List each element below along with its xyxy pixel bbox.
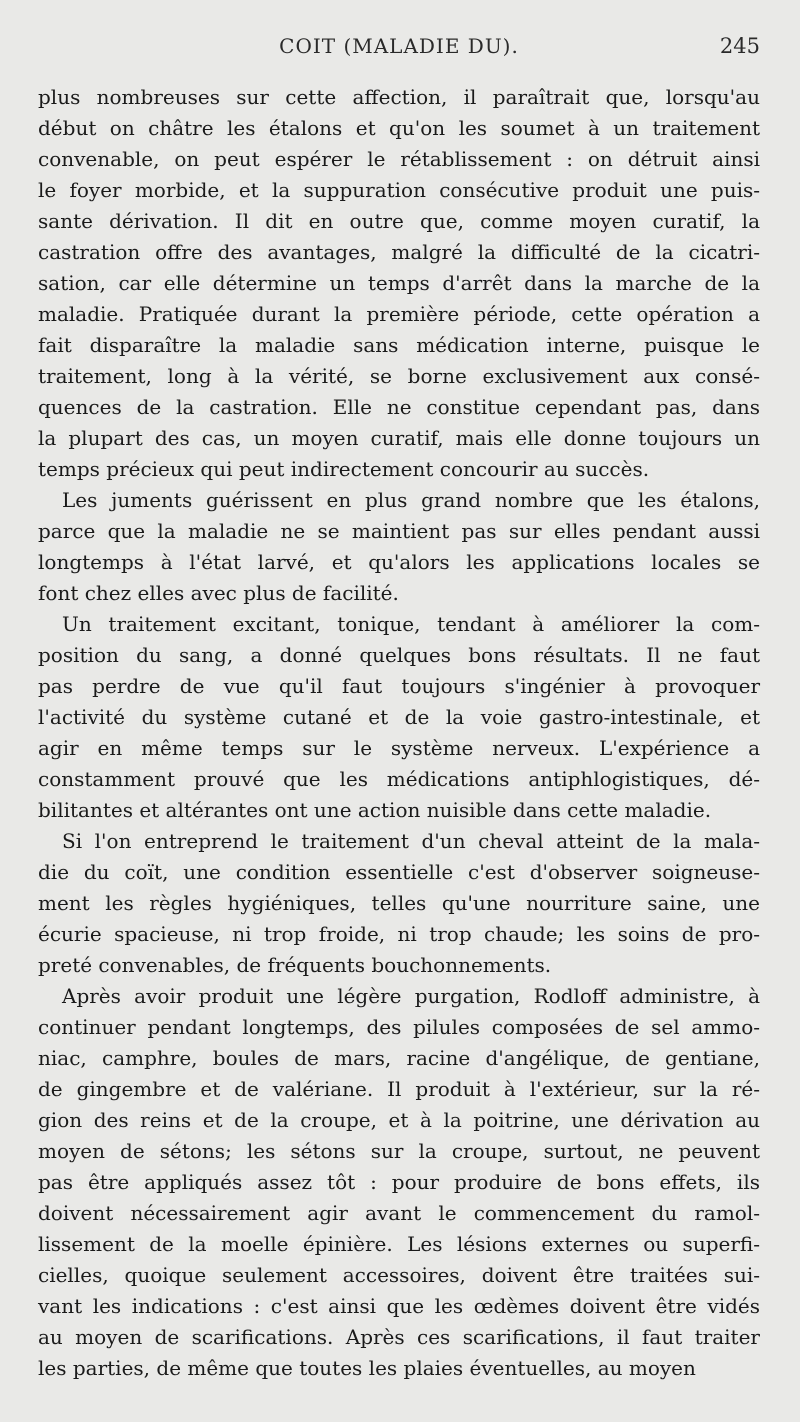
text-line: ment les règles hygiéniques, telles qu'une nourriture saine, une <box>38 891 760 915</box>
text-line: gion des reins et de la croupe, et à la poitrine, une dérivation au <box>38 1108 760 1132</box>
text-line: parce que la maladie ne se maintient pas sur elles pendant aussi <box>38 519 760 543</box>
text-line: castration offre des avantages, malgré la difficulté de la cicatri- <box>38 240 760 264</box>
text-line: le foyer morbide, et la suppuration consécutive produit une puis- <box>38 178 760 202</box>
paragraph <box>38 826 760 981</box>
text-line: la plupart des cas, un moyen curatif, mais elle donne toujours un <box>38 426 760 450</box>
text-line: constamment prouvé que les médications antiphlogistiques, dé- <box>38 767 760 791</box>
text-line: convenable, on peut espérer le rétablissement : on détruit ainsi <box>38 147 760 171</box>
text-line: Si l'on entreprend le traitement d'un cheval atteint de la mala- <box>62 829 760 853</box>
text-line: au moyen de scarifications. Après ces scarifications, il faut traiter <box>38 1325 760 1349</box>
text-line: début on châtre les étalons et qu'on les soumet à un traitement <box>38 116 760 140</box>
text-line: die du coït, une condition essentielle c'est d'observer soigneuse- <box>38 860 760 884</box>
text-line: bilitantes et altérantes ont une action nuisible dans cette maladie. <box>38 798 712 822</box>
paragraph <box>38 981 760 1384</box>
text-line: doivent nécessairement agir avant le commencement du ramol- <box>38 1201 760 1225</box>
text-line: Les juments guérissent en plus grand nombre que les étalons, <box>62 488 760 512</box>
paragraph <box>38 609 760 826</box>
text-line: font chez elles avec plus de facilité. <box>38 581 399 605</box>
text-line: Après avoir produit une légère purgation, Rodloff administre, à <box>62 984 760 1008</box>
paragraph <box>38 485 760 609</box>
text-line: lissement de la moelle épinière. Les lésions externes ou superfi- <box>38 1232 760 1256</box>
text-line: Un traitement excitant, tonique, tendant à améliorer la com- <box>62 612 760 636</box>
page-number: 245 <box>719 34 760 58</box>
text-line: agir en même temps sur le système nerveux. L'expérience a <box>38 736 760 760</box>
text-line: continuer pendant longtemps, des pilules composées de sel ammo- <box>38 1015 760 1039</box>
running-title: COIT (MALADIE DU). <box>279 34 519 58</box>
text-line: pas perdre de vue qu'il faut toujours s'ingénier à provoquer <box>38 674 760 698</box>
text-line: les parties, de même que toutes les plaies éventuelles, au moyen <box>38 1356 696 1380</box>
text-line: cielles, quoique seulement accessoires, doivent être traitées sui- <box>38 1263 760 1287</box>
text-line: niac, camphre, boules de mars, racine d'angélique, de gentiane, <box>38 1046 760 1070</box>
text-line: maladie. Pratiquée durant la première période, cette opération a <box>38 302 760 326</box>
text-line: fait disparaître la maladie sans médication interne, puisque le <box>38 333 760 357</box>
text-line: sante dérivation. Il dit en outre que, comme moyen curatif, la <box>38 209 760 233</box>
text-line: position du sang, a donné quelques bons résultats. Il ne faut <box>38 643 760 667</box>
text-line: preté convenables, de fréquents bouchonnements. <box>38 953 552 977</box>
body-text <box>38 82 760 1384</box>
text-line: traitement, long à la vérité, se borne exclusivement aux consé- <box>38 364 760 388</box>
text-line: sation, car elle détermine un temps d'arrêt dans la marche de la <box>38 271 760 295</box>
text-line: moyen de sétons; les sétons sur la croupe, surtout, ne peuvent <box>38 1139 760 1163</box>
text-line: écurie spacieuse, ni trop froide, ni trop chaude; les soins de pro- <box>38 922 760 946</box>
text-line: quences de la castration. Elle ne constitue cependant pas, dans <box>38 395 760 419</box>
text-line: l'activité du système cutané et de la voie gastro-intestinale, et <box>38 705 760 729</box>
text-line: longtemps à l'état larvé, et qu'alors les applications locales se <box>38 550 760 574</box>
text-line: pas être appliqués assez tôt : pour produire de bons effets, ils <box>38 1170 760 1194</box>
paragraph <box>38 82 760 485</box>
text-line: vant les indications : c'est ainsi que les œdèmes doivent être vidés <box>38 1294 760 1318</box>
text-line: de gingembre et de valériane. Il produit à l'extérieur, sur la ré- <box>38 1077 760 1101</box>
page-header <box>38 28 760 68</box>
text-line: plus nombreuses sur cette affection, il paraîtrait que, lorsqu'au <box>38 85 760 109</box>
text-line: temps précieux qui peut indirectement concourir au succès. <box>38 457 650 481</box>
